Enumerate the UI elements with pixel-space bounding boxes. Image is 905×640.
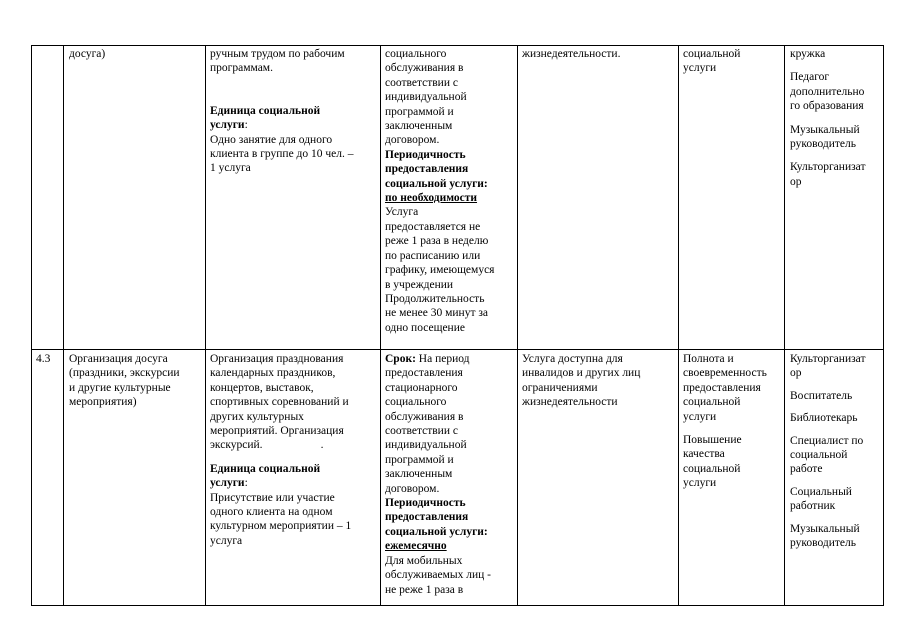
column-border: [63, 45, 64, 606]
staff-line: социальной: [790, 449, 848, 462]
description-line: концертов, выставок,: [210, 381, 314, 394]
quality-line: Повышение: [683, 434, 742, 447]
terms-line: социального: [385, 48, 447, 60]
term-line: Срок: На период: [385, 353, 470, 365]
description-line: программам.: [210, 62, 273, 75]
staff-line: руководитель: [790, 138, 856, 151]
terms-line: Продолжительность: [385, 292, 485, 305]
accessibility-line: Услуга доступна для: [522, 353, 623, 365]
staff-line: го образования: [790, 100, 864, 113]
column-border: [678, 45, 679, 606]
terms-line: договором.: [385, 482, 440, 495]
row-divider: [31, 349, 883, 350]
quality-line: услуги: [683, 62, 717, 75]
terms-line: социального: [385, 396, 447, 409]
period-value: по необходимости: [385, 192, 478, 205]
period-heading: предоставления: [385, 163, 469, 176]
column-border: [883, 45, 884, 606]
staff-line: руководитель: [790, 537, 856, 550]
quality-line: социальной: [683, 462, 741, 475]
accessibility-line: инвалидов и других лиц: [522, 367, 641, 380]
period-heading: социальной услуги:: [385, 525, 488, 538]
staff-line: Воспитатель: [790, 389, 853, 402]
accessibility-line: ограничениями: [522, 381, 598, 394]
terms-line: не менее 30 минут за: [385, 307, 489, 320]
unit-heading: Единица социальной: [210, 104, 321, 117]
terms-line: индивидуальной: [385, 91, 467, 104]
cell-service-terms: [385, 47, 516, 335]
staff-line: Специалист по: [790, 434, 864, 447]
terms-line: предоставляется не: [385, 220, 481, 233]
description-line: мероприятий. Организация: [210, 425, 344, 438]
unit-heading: услуги:: [210, 477, 248, 490]
terms-line: предоставления: [385, 367, 463, 380]
staff-line: ор: [790, 175, 802, 188]
terms-line: договором.: [385, 134, 440, 147]
terms-line: стационарного: [385, 381, 458, 394]
staff-line: работник: [790, 500, 836, 513]
column-border: [784, 45, 785, 606]
unit-line: Одно занятие для одного: [210, 133, 333, 146]
terms-line: программой и: [385, 453, 454, 466]
staff-line: Музыкальный: [790, 123, 860, 136]
terms-line: соответствии с: [385, 76, 458, 89]
cell-staff: [790, 352, 882, 550]
staff-line: ор: [790, 367, 802, 380]
terms-line: Для мобильных: [385, 554, 463, 567]
cell-service-name: [69, 352, 203, 410]
description-line: спортивных соревнований и: [210, 396, 349, 409]
terms-line: индивидуальной: [385, 439, 467, 452]
description-line: календарных праздников,: [210, 367, 336, 380]
service-name-line: мероприятия): [69, 396, 137, 409]
quality-line: качества: [683, 448, 725, 461]
cell-staff: [790, 47, 882, 189]
quality-line: своевременность: [683, 367, 767, 380]
staff-line: Социальный: [790, 485, 852, 498]
unit-line: 1 услуга: [210, 162, 251, 175]
service-name-line: (праздники, экскурсии: [69, 367, 180, 380]
quality-line: услуги: [683, 477, 717, 490]
terms-line: заключенным: [385, 468, 453, 481]
staff-line: Культорганизат: [790, 161, 866, 174]
terms-line: одно посещение: [385, 321, 465, 334]
period-value: ежемесячно: [385, 540, 447, 553]
description-line: Организация празднования: [210, 353, 344, 365]
table-top-border: [31, 45, 883, 46]
period-heading: Периодичность: [385, 148, 466, 161]
terms-line: обслуживаемых лиц -: [385, 569, 492, 582]
terms-line: соответствии с: [385, 425, 458, 438]
period-heading: социальной услуги:: [385, 177, 488, 190]
cell-service-name: [69, 47, 203, 61]
description-line: ручным трудом по рабочим: [210, 48, 345, 60]
row-number: 4.3: [36, 353, 51, 365]
cell-quality: [683, 352, 782, 491]
terms-line: заключенным: [385, 120, 453, 133]
column-border: [31, 45, 32, 606]
service-name-line: Организация досуга: [69, 353, 168, 365]
terms-line: в учреждении: [385, 278, 454, 291]
terms-line: реже 1 раза в неделю: [385, 235, 489, 248]
quality-line: предоставления: [683, 381, 761, 394]
cell-quality: [683, 47, 782, 76]
service-name-line: и другие культурные: [69, 381, 171, 394]
terms-line: графику, имеющемуся: [385, 264, 495, 277]
cell-accessibility: [522, 352, 676, 410]
unit-line: услуга: [210, 534, 243, 547]
quality-line: социальной: [683, 396, 741, 409]
period-heading: предоставления: [385, 511, 469, 524]
unit-heading: услуги:: [210, 119, 248, 132]
service-name-text: досуга): [69, 48, 106, 60]
unit-line: культурном мероприятии – 1: [210, 520, 352, 533]
terms-line: не реже 1 раза в: [385, 583, 464, 596]
description-line: экскурсий. .: [210, 439, 324, 452]
column-border: [517, 45, 518, 606]
unit-line: одного клиента на одном: [210, 506, 333, 519]
staff-line: кружка: [790, 48, 826, 60]
unit-line: Присутствие или участие: [210, 491, 335, 504]
quality-line: Полнота и: [683, 353, 734, 365]
period-heading: Периодичность: [385, 497, 466, 510]
terms-line: обслуживания в: [385, 62, 464, 75]
accessibility-line: жизнедеятельности: [522, 396, 618, 409]
staff-line: работе: [790, 463, 823, 476]
table-bottom-border: [31, 605, 883, 606]
accessibility-text: жизнедеятельности.: [522, 48, 621, 60]
staff-line: Педагог: [790, 71, 830, 84]
staff-line: дополнительно: [790, 85, 865, 98]
staff-line: Музыкальный: [790, 522, 860, 535]
quality-line: социальной: [683, 48, 741, 60]
column-border: [380, 45, 381, 606]
terms-line: Услуга: [385, 206, 419, 219]
quality-line: услуги: [683, 410, 717, 423]
terms-line: обслуживания в: [385, 410, 464, 423]
cell-service-terms: [385, 352, 516, 597]
cell-service-description: [210, 352, 378, 548]
description-line: других культурных: [210, 410, 304, 423]
cell-accessibility: [522, 47, 676, 61]
cell-row-number: [36, 352, 62, 366]
terms-line: программой и: [385, 105, 454, 118]
column-border: [205, 45, 206, 606]
terms-line: по расписанию или: [385, 249, 481, 262]
staff-line: Библиотекарь: [790, 412, 858, 425]
staff-line: Культорганизат: [790, 353, 866, 365]
unit-heading: Единица социальной: [210, 462, 321, 475]
unit-line: клиента в группе до 10 чел. –: [210, 148, 354, 161]
cell-service-description: [210, 47, 378, 176]
